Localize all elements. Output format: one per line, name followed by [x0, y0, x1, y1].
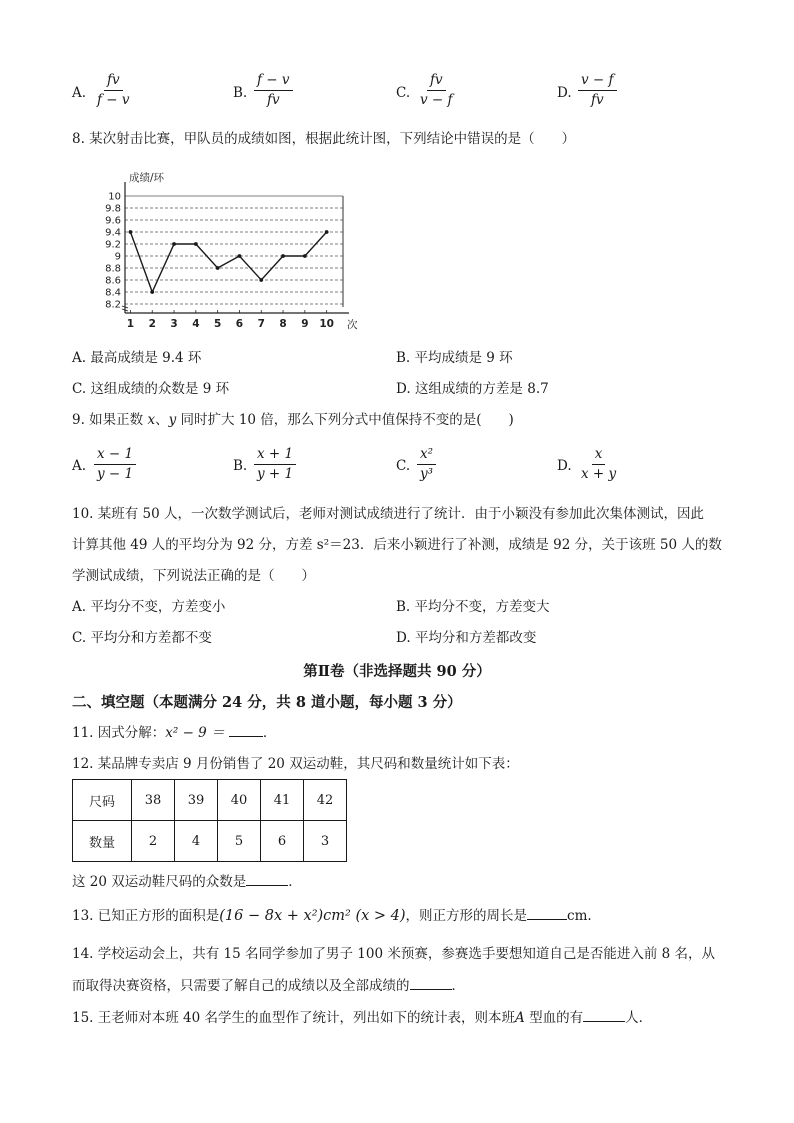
- q9-stem: 9. 如果正数 x、y 同时扩大 10 倍，那么下列分式中值保持不变的是( ): [72, 412, 514, 428]
- table-cell: 42: [304, 780, 347, 821]
- chart-labels: [105, 171, 358, 331]
- q9-option-d-label: D.: [557, 458, 572, 474]
- x-tick-label: 7: [257, 318, 265, 330]
- q14-line-2: 而取得决赛资格，只需要了解自己的成绩以及全部成绩的 ．: [72, 978, 465, 994]
- q15-answer-blank[interactable]: [583, 1008, 625, 1022]
- data-point: [172, 242, 176, 246]
- q12-stem: 12. 某品牌专卖店 9 月份销售了 20 双运动鞋，其尺码和数量统计如下表：: [72, 756, 519, 772]
- data-point: [303, 254, 307, 258]
- q8-stem: 8. 某次射击比赛，甲队员的成绩如图，根据此统计图，下列结论中错误的是（ ）: [72, 131, 576, 147]
- q7-option-a-label: A.: [72, 85, 87, 101]
- table-cell: 41: [261, 780, 304, 821]
- q13: 13. 已知正方形的面积是(16 − 8x + x²)cm² (x > 4)，则正方形的周长是 cm.: [72, 908, 592, 924]
- data-point: [325, 230, 329, 234]
- q10-option-a: [72, 598, 225, 616]
- q7-option-c-label: C.: [396, 85, 411, 101]
- table-cell: 数量: [73, 821, 132, 862]
- q8-option-a: [72, 349, 201, 367]
- section-title: 第Ⅱ卷（非选择题共 90 分）: [303, 663, 491, 680]
- q10-option-b: [396, 598, 550, 616]
- q10-line-3: 学测试成绩，下列说法正确的是（ ）: [72, 568, 315, 584]
- x-axis-label: 次: [347, 319, 358, 331]
- data-point: [216, 266, 220, 270]
- y-tick-label: 9.8: [105, 203, 121, 215]
- y-axis-label: 成绩/环: [129, 172, 165, 184]
- series-line: [130, 232, 326, 292]
- part-two-heading: 二、填空题（本题满分 24 分，共 8 道小题，每小题 3 分）: [72, 694, 462, 711]
- table-cell: 39: [175, 780, 218, 821]
- y-tick-label: 8.2: [105, 299, 121, 311]
- q7-option-d-label: D.: [557, 85, 572, 101]
- shoe-size-table: [72, 779, 347, 862]
- option-text: 平均分和方差都不变: [90, 630, 212, 646]
- table-cell: 6: [261, 821, 304, 862]
- y-tick-label: 8.4: [105, 287, 121, 299]
- q7-option-c-fraction: $\frac{fv}{v - f}$: [420, 72, 453, 108]
- q9-option-c-fraction: $\frac{\text{x²}}{\text{y³}}$: [417, 446, 436, 483]
- chart-axes: [122, 182, 349, 313]
- option-label: C.: [72, 630, 87, 646]
- x-tick-label: 5: [213, 318, 222, 330]
- x-tick-label: 4: [192, 318, 200, 330]
- table-row: [73, 821, 347, 862]
- option-label: A.: [72, 599, 87, 615]
- q12-followup: 这 20 双运动鞋尺码的众数是 ．: [72, 874, 302, 890]
- table-cell: 40: [218, 780, 261, 821]
- option-label: C.: [72, 381, 87, 397]
- data-point: [259, 278, 263, 282]
- option-text: 平均成绩是 9 环: [414, 350, 513, 366]
- q11: 11. 因式分解：x² − 9 ＝ ．: [72, 725, 277, 741]
- option-label: B.: [396, 599, 411, 615]
- data-point: [150, 290, 154, 294]
- x-tick-label: 10: [319, 318, 334, 330]
- q9-option-d-fraction: $\frac{x}{x + y}$: [581, 446, 617, 482]
- q8-option-d: [396, 380, 549, 398]
- q10-option-d: [396, 629, 536, 647]
- chart-marks: [129, 230, 329, 294]
- q7-option-d-fraction: $\frac{v - f}{fv}$: [578, 72, 617, 109]
- q8-option-b: [396, 349, 513, 367]
- q7-option-b-label: B.: [233, 85, 248, 101]
- y-tick-label: 10: [108, 191, 121, 203]
- table-cell: 3: [304, 821, 347, 862]
- option-text: 这组成绩的众数是 9 环: [90, 381, 230, 397]
- q13-answer-blank[interactable]: [527, 906, 567, 920]
- q10-option-c: [72, 629, 212, 647]
- option-text: 最高成绩是 9.4 环: [90, 350, 202, 366]
- table-cell: 38: [132, 780, 175, 821]
- x-tick-label: 2: [148, 318, 156, 330]
- q14-answer-blank[interactable]: [410, 976, 452, 990]
- q10-line-1: 10. 某班有 50 人，一次数学测试后，老师对测试成绩进行了统计．由于小颖没有参加此次集体测试，因此: [72, 506, 705, 522]
- q10-line-2: 计算其他 49 人的平均分为 92 分，方差 s²＝23．后来小颖进行了补测，成绩是 92 分，关于该班 50 人的数: [72, 537, 722, 553]
- option-text: 平均分和方差都改变: [414, 630, 537, 646]
- option-text: 这组成绩的方差是 8.7: [414, 381, 549, 397]
- q8-option-c: [72, 380, 229, 398]
- x-tick-label: 3: [170, 318, 178, 330]
- option-text: 平均分不变，方差变大: [414, 599, 550, 615]
- q9-option-a-fraction: $\frac{x - 1}{y - 1}$: [94, 446, 136, 483]
- data-point: [194, 242, 198, 246]
- y-tick-label: 8.6: [105, 275, 121, 287]
- x-tick-label: 8: [279, 318, 287, 330]
- q12-answer-blank[interactable]: [246, 872, 288, 886]
- q9-option-b-label: B.: [233, 458, 248, 474]
- table-cell: 尺码: [73, 780, 132, 821]
- option-label: A.: [72, 350, 87, 366]
- q9-option-c-label: C.: [396, 458, 411, 474]
- x-tick-label: 1: [126, 318, 135, 330]
- y-tick-label: 8.8: [105, 263, 121, 275]
- data-point: [281, 254, 285, 258]
- x-tick-label: 9: [301, 318, 309, 330]
- option-label: D.: [396, 630, 411, 646]
- q7-option-a-fraction: $\frac{fv}{f - v}$: [97, 72, 130, 108]
- q15: 15. 王老师对本班 40 名学生的血型作了统计，列出如下的统计表，则本班A 型血的有 人．: [72, 1010, 653, 1026]
- x-tick-label: 6: [235, 318, 244, 330]
- y-tick-label: 9: [114, 251, 121, 263]
- y-tick-label: 9.2: [105, 239, 121, 251]
- table-row: [73, 780, 347, 821]
- q11-answer-blank[interactable]: [229, 723, 263, 737]
- option-label: D.: [396, 381, 411, 397]
- q14-line-1: 14. 学校运动会上，共有 15 名同学参加了男子 100 米预赛，参赛选手要想知道自己是否能进入前 8 名，从: [72, 946, 716, 962]
- table-cell: 2: [132, 821, 175, 862]
- q7-option-b-fraction: $\frac{f - v}{fv}$: [254, 72, 293, 109]
- data-point: [129, 230, 133, 234]
- option-text: 平均分不变，方差变小: [90, 599, 226, 615]
- option-label: B.: [396, 350, 411, 366]
- q9-option-a-label: A.: [72, 458, 87, 474]
- q9-option-b-fraction: $\frac{x + 1}{y + 1}$: [254, 446, 296, 483]
- table-cell: 4: [175, 821, 218, 862]
- y-tick-label: 9.4: [105, 227, 121, 239]
- q8-line-chart: [95, 168, 365, 338]
- y-tick-label: 9.6: [105, 215, 121, 227]
- data-point: [238, 254, 242, 258]
- table-cell: 5: [218, 821, 261, 862]
